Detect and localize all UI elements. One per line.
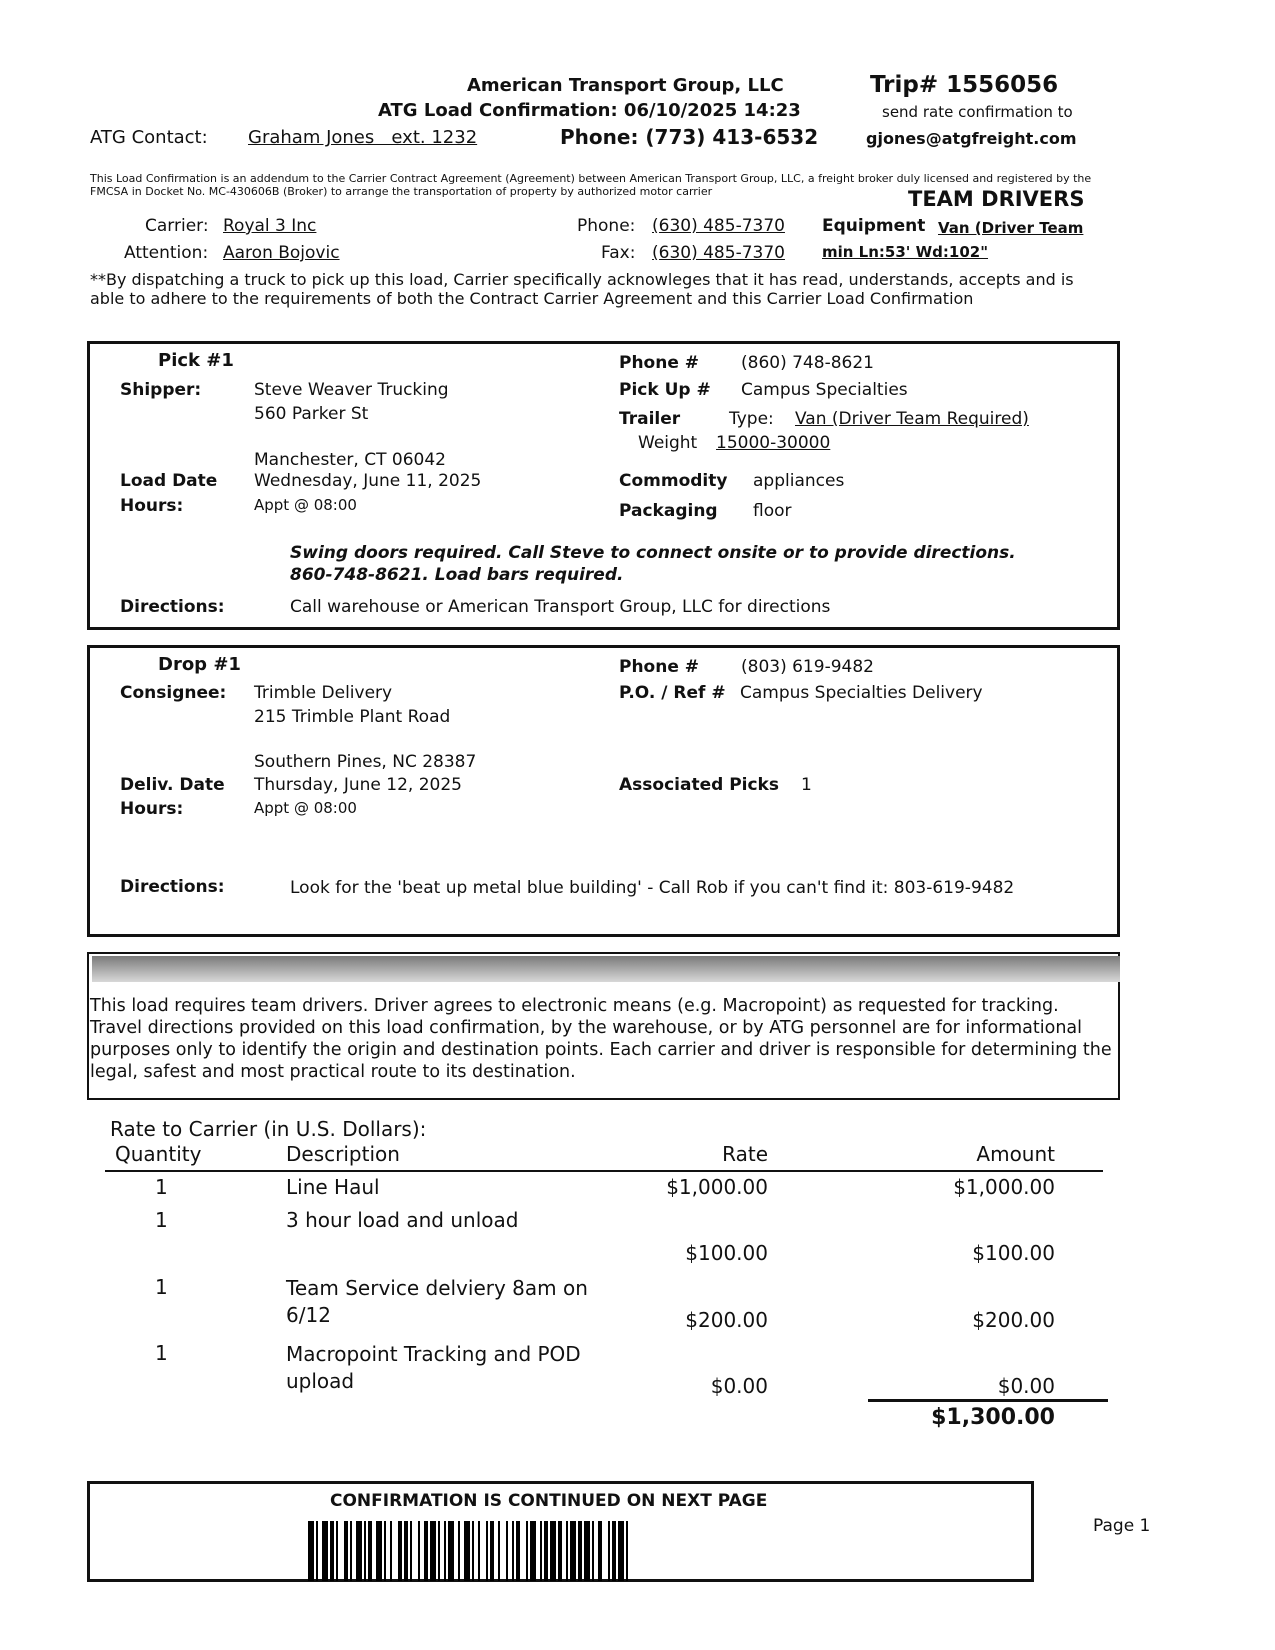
load-date: Wednesday, June 11, 2025: [254, 471, 482, 491]
team-notice-header-bar: [92, 956, 1120, 982]
rate-row-2-amount: $100.00: [972, 1241, 1055, 1265]
associated-picks-label: Associated Picks: [619, 775, 779, 795]
shipper-address1: 560 Parker St: [254, 404, 369, 424]
attention-label: Attention:: [124, 243, 209, 263]
deliv-date-label: Deliv. Date: [120, 775, 225, 795]
pick-note-line2: 860-748-8621. Load bars required.: [290, 565, 624, 585]
barcode-bar: [430, 1521, 436, 1581]
drop-directions: Look for the 'beat up metal blue building' - Call Rob if you can't find it: 803-619-9482: [290, 878, 1015, 898]
barcode-bar: [444, 1521, 446, 1581]
drop-phone-label: Phone #: [619, 657, 700, 677]
equipment-label: Equipment: [822, 216, 926, 236]
carrier-phone: (630) 485-7370: [652, 216, 785, 236]
pickup-number-label: Pick Up #: [619, 380, 711, 400]
associated-picks-value: 1: [801, 775, 812, 795]
rate-row-4-qty: 1: [155, 1341, 168, 1365]
rates-header-amount: Amount: [976, 1142, 1055, 1166]
barcode-bar: [598, 1521, 602, 1581]
contact-name[interactable]: Graham Jones ext. 1232: [248, 127, 478, 148]
shipper-label: Shipper:: [120, 380, 202, 400]
packaging-label: Packaging: [619, 501, 718, 521]
continued-label: CONFIRMATION IS CONTINUED ON NEXT PAGE: [330, 1491, 768, 1511]
page-number: Page 1: [1093, 1516, 1151, 1536]
drop-directions-label: Directions:: [120, 877, 225, 897]
barcode-bar: [384, 1521, 386, 1581]
rate-total: $1,300.00: [931, 1405, 1055, 1430]
pick-directions-label: Directions:: [120, 597, 225, 617]
rate-row-3-qty: 1: [155, 1275, 168, 1299]
rates-header-rule: [105, 1170, 1103, 1172]
barcode-bar: [322, 1521, 328, 1581]
carrier-phone-label: Phone:: [577, 216, 636, 236]
barcode-bar: [404, 1521, 408, 1581]
pick-hours: Appt @ 08:00: [254, 496, 357, 514]
contact-email[interactable]: gjones@atgfreight.com: [866, 129, 1077, 148]
barcode-bar: [368, 1521, 372, 1581]
rate-row-1-desc: Line Haul: [286, 1175, 380, 1199]
barcode-bar: [336, 1521, 338, 1581]
load-date-label: Load Date: [120, 471, 218, 491]
rate-row-3-amount: $200.00: [972, 1308, 1055, 1332]
barcode-bar: [592, 1521, 594, 1581]
rate-row-4-rate: $0.00: [710, 1374, 768, 1398]
barcode-bar: [550, 1521, 556, 1581]
barcode-bar: [424, 1521, 428, 1581]
rate-row-3-desc: Team Service delviery 8am on 6/12: [286, 1276, 588, 1327]
consignee-address1: 215 Trimble Plant Road: [254, 707, 451, 727]
drop-hours: Appt @ 08:00: [254, 799, 357, 817]
carrier-fax-label: Fax:: [601, 243, 636, 263]
barcode-bar: [464, 1521, 470, 1581]
weight-label: Weight: [638, 433, 698, 453]
company-name: American Transport Group, LLC: [467, 75, 784, 96]
contact-label: ATG Contact:: [90, 127, 208, 148]
trailer-type: Van (Driver Team Required): [795, 409, 1029, 429]
dispatch-notice: **By dispatching a truck to pick up this load, Carrier specifically acknowleges that it has read, understands, accepts and is able to adhere to the requirements of both the Contract Carrier Agreement and this Carrier Load Confirmation: [90, 270, 1074, 308]
confirmation-date: ATG Load Confirmation: 06/10/2025 14:23: [378, 100, 801, 121]
barcode-bar: [584, 1521, 590, 1581]
barcode-bar: [448, 1521, 454, 1581]
pick-phone-label: Phone #: [619, 353, 700, 373]
rate-row-4-amount: $0.00: [997, 1374, 1055, 1398]
barcode-bar: [618, 1521, 624, 1581]
pick-note-line1: Swing doors required. Call Steve to connect onsite or to provide directions.: [290, 543, 1016, 563]
barcode-bar: [506, 1521, 508, 1581]
barcode-bar: [558, 1521, 562, 1581]
carrier-fax: (630) 485-7370: [652, 243, 785, 263]
barcode-bar: [364, 1521, 366, 1581]
pickup-number: Campus Specialties: [741, 380, 908, 400]
consignee-label: Consignee:: [120, 683, 227, 703]
contact-phone: Phone: (773) 413-6532: [560, 125, 819, 149]
rate-row-2-desc: 3 hour load and unload: [286, 1208, 519, 1232]
barcode-bar: [376, 1521, 382, 1581]
barcode-bar: [540, 1521, 542, 1581]
barcode-bar: [350, 1521, 352, 1581]
rates-header-description: Description: [286, 1142, 400, 1166]
barcode-bar: [458, 1521, 460, 1581]
barcode-bar: [530, 1521, 536, 1581]
barcode-bar: [472, 1521, 474, 1581]
rates-title: Rate to Carrier (in U.S. Dollars):: [110, 1117, 427, 1141]
agreement-text: This Load Confirmation is an addendum to the Carrier Contract Agreement (Agreement) between American Transport Group, LLC, a freight broker duly licensed and registered by the FMCSA in Docket No. MC-430606B (Broker) to arrange the transportation of property by authorized motor carrier: [90, 172, 1092, 198]
commodity-label: Commodity: [619, 471, 728, 491]
barcode-bar: [608, 1521, 610, 1581]
trailer-type-label: Type:: [729, 409, 774, 429]
drop-phone: (803) 619-9482: [741, 657, 874, 677]
barcode-bar: [486, 1521, 488, 1581]
deliv-date: Thursday, June 12, 2025: [254, 775, 462, 795]
pick-phone: (860) 748-8621: [741, 353, 874, 373]
rate-row-1-rate: $1,000.00: [666, 1175, 768, 1199]
pick-title: Pick #1: [158, 350, 234, 371]
barcode-bar: [410, 1521, 412, 1581]
rates-header-rate: Rate: [722, 1142, 768, 1166]
barcode-bar: [512, 1521, 514, 1581]
barcode-bar: [612, 1521, 616, 1581]
team-notice-text: This load requires team drivers. Driver agrees to electronic means (e.g. Macropoint) as requested for tracking. Travel directions provided on this load confirmation, by the warehouse, or by ATG personnel are for informational purposes only to identify the origin and destination points. Each carrier and driver is responsible for determining the legal, safest and most practical route to its destination.: [90, 996, 1112, 1082]
team-drivers-label: TEAM DRIVERS: [908, 187, 1085, 211]
rate-row-2-qty: 1: [155, 1208, 168, 1232]
total-rule: [868, 1399, 1108, 1402]
barcode-bar: [390, 1521, 392, 1581]
pick-hours-label: Hours:: [120, 496, 184, 516]
barcode-bar: [478, 1521, 480, 1581]
trailer-label: Trailer: [619, 409, 681, 429]
drop-title: Drop #1: [158, 654, 241, 675]
barcode-bar: [398, 1521, 402, 1581]
drop-hours-label: Hours:: [120, 799, 184, 819]
carrier-label: Carrier:: [145, 216, 209, 236]
barcode-bar: [490, 1521, 494, 1581]
commodity-value: appliances: [753, 471, 845, 491]
barcode-bar: [526, 1521, 528, 1581]
barcode-bar: [356, 1521, 362, 1581]
shipper-address2: Manchester, CT 06042: [254, 450, 446, 470]
rates-header-quantity: Quantity: [115, 1142, 202, 1166]
barcode-bar: [316, 1521, 318, 1581]
barcode-bar: [544, 1521, 548, 1581]
consignee-address2: Southern Pines, NC 28387: [254, 752, 477, 772]
rate-row-1-qty: 1: [155, 1175, 168, 1199]
packaging-value: floor: [753, 501, 792, 521]
rate-row-4-desc: Macropoint Tracking and POD upload: [286, 1342, 581, 1393]
equipment-value: Van (Driver Team: [938, 219, 1084, 237]
barcode-bar: [308, 1521, 314, 1581]
consignee-name: Trimble Delivery: [254, 683, 393, 703]
barcode: [308, 1521, 816, 1581]
barcode-bar: [344, 1521, 348, 1581]
barcode-bar: [566, 1521, 568, 1581]
barcode-bar: [498, 1521, 500, 1581]
trip-number: Trip# 1556056: [870, 72, 1059, 98]
rate-row-3-rate: $200.00: [685, 1308, 768, 1332]
rate-row-1-amount: $1,000.00: [953, 1175, 1055, 1199]
send-rate-label: send rate confirmation to: [882, 103, 1073, 121]
barcode-bar: [438, 1521, 440, 1581]
barcode-bar: [626, 1521, 628, 1581]
weight-value: 15000-30000: [716, 433, 831, 453]
rate-row-2-rate: $100.00: [685, 1241, 768, 1265]
attention-name: Aaron Bojovic: [223, 243, 340, 263]
shipper-name: Steve Weaver Trucking: [254, 380, 449, 400]
barcode-bar: [578, 1521, 582, 1581]
pick-box: [87, 341, 1120, 630]
barcode-bar: [516, 1521, 520, 1581]
po-ref-label: P.O. / Ref #: [619, 683, 726, 703]
carrier-name: Royal 3 Inc: [223, 216, 317, 236]
barcode-bar: [418, 1521, 420, 1581]
pick-directions: Call warehouse or American Transport Group, LLC for directions: [290, 597, 831, 617]
po-ref-value: Campus Specialties Delivery: [740, 683, 983, 703]
barcode-bar: [330, 1521, 334, 1581]
equipment-size: min Ln:53' Wd:102": [822, 243, 989, 261]
barcode-bar: [570, 1521, 576, 1581]
